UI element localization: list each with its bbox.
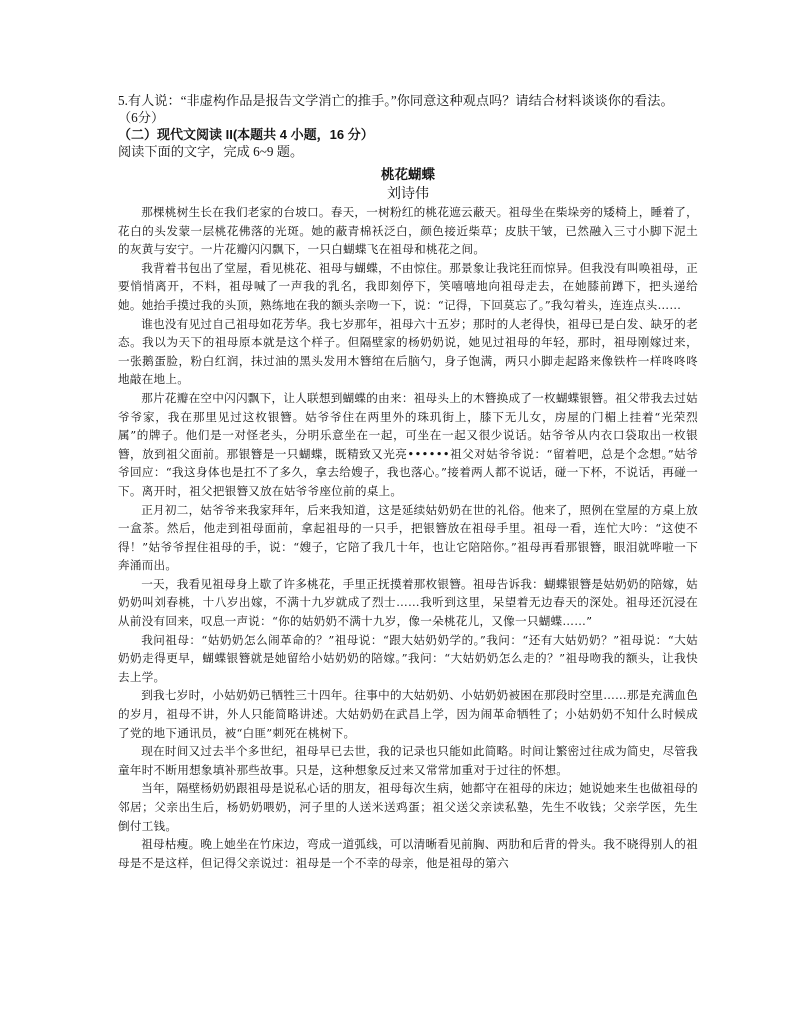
article-paragraph: 我背着书包出了堂屋，看见桃花、祖母与蝴蝶，不由惊住。那景象让我诧狂而惊异。但我没有叫唤祖母，正要悄悄离开，不料，祖母喊了一声我的乳名，我即刻停下，笑嘻嘻地向祖母走去，在她膝前蹲下，把头递给她。她抬手摸过我的头顶，熟练地在我的额头亲吻一下，说：“记得，下回莫忘了。”我勾着头，连连点头…… [118, 260, 698, 312]
question-5 [118, 92, 698, 126]
question-5-line-1: 5.有人说：“非虚构作品是报告文学消亡的推手。”你同意这种观点吗？请结合材料谈谈你的看法。 [118, 93, 674, 108]
question-5-line-2: （6分） [118, 110, 165, 125]
section-heading: （二）现代文阅读 II(本题共 4 小题，16 分） [118, 127, 374, 142]
article-paragraph: 我问祖母：“姑奶奶怎么闹革命的？”祖母说：“跟大姑奶奶学的。”我问：“还有大姑奶奶？”祖母说：“大姑奶奶走得更早，蝴蝶银簪就是她留给小姑奶奶的陪嫁。”我问：“大姑奶奶怎么走的？”祖母吻我的额头，让我快去上学。 [118, 632, 698, 684]
article-paragraph: 祖母枯瘦。晚上她坐在竹床边，弯成一道弧线，可以清晰看见前胸、两肋和后背的骨头。我不晓得别人的祖母是不是这样，但记得父亲说过：祖母是一个不幸的母亲，他是祖母的第六 [118, 837, 698, 870]
reading-instruction: 阅读下面的文字，完成 6~9 题。 [118, 144, 304, 159]
article-paragraph: 那棵桃树生长在我们老家的台坡口。春天，一树粉红的桃花遮云蔽天。祖母坐在柴垛旁的矮椅上，睡着了，花白的头发蒙一层桃花佛落的光斑。她的蔽青棉袄泛白，颜色接近柴草；皮肤干皱，已然融入三寸小脚下泥土的灰黄与安宁。一片花瓣闪闪飘下，一只白蝴蝶飞在祖母和桃花之间。 [118, 205, 698, 257]
article-paragraph: 正月初二，姑爷爷来我家拜年，后来我知道，这是延续姑奶奶在世的礼俗。他来了，照例在堂屋的方桌上放一盒茶。然后，他走到祖母面前，拿起祖母的一只手，把银簪放在祖母手里。祖母一看，连忙大吟：“这使不得！”姑爷爷捏住祖母的手，说：“嫂子，它陪了我几十年，也让它陪陪你。”祖母再看那银簪，眼泪就哗啦一下奔涌而出。 [118, 502, 698, 573]
article-title: 桃花蝴蝶 [381, 167, 435, 182]
article-paragraph: 一天，我看见祖母身上歇了许多桃花，手里正抚摸着那枚银簪。祖母告诉我：蝴蝶银簪是姑奶奶的陪嫁，姑奶奶叫刘春桃，十八岁出嫁，不满十九岁就成了烈士……我听到这里，呆望着无边春天的深处。祖母还沉浸在从前没有回来，叹息一声说：“你的姑奶奶不满十九岁，像一朵桃花儿，又像一只蝴蝶……” [118, 576, 698, 629]
article-paragraph: 那片花瓣在空中闪闪飘下，让人联想到蝴蝶的由来：祖母头上的木簪换成了一枚蝴蝶银簪。祖父带我去过姑爷爷家，我在那里见过这枚银簪。姑爷爷住在两里外的珠玑街上，膝下无儿女，房屋的门楣上挂着“光荣烈属”的牌子。他们是一对怪老头，分明乐意坐在一起，可坐在一起又很少说话。姑爷爷从内衣口袋取出一枚银簪，放到祖父面前。那银簪是一只蝴蝶，既精致又光亮••••••祖父对姑爷爷说：“留着吧，总是个念想。”姑爷爷回应：“我这身体也是扛不了多久，拿去给嫂子，我也落心。”接着两人都不说话，碰一下杯，不说话，再碰一下。离开时，祖父把银簪又放在姑爷爷座位前的桌上。 [118, 390, 698, 498]
article-paragraph: 当年，隔壁杨奶奶跟祖母是说私心话的朋友，祖母每次生病，她都守在祖母的床边；她说她来生也做祖母的邻居；父亲出生后，杨奶奶喂奶，河子里的人送米送鸡蛋；祖父送父亲读私塾，先生不收钱；父亲学医，先生倒付工钱。 [118, 781, 698, 833]
article-paragraph: 到我七岁时，小姑奶奶已牺牲三十四年。往事中的大姑奶奶、小姑奶奶被困在那段时空里……那是充满血色的岁月，祖母不讲，外人只能简略讲述。大姑奶奶在武昌上学，因为闹革命牺牲了；小姑奶奶不知什么时候成了党的地下通讯员，被“白匪”刺死在桃树下。 [118, 688, 698, 740]
article-paragraph: 现在时间又过去半个多世纪，祖母早已去世，我的记录也只能如此简略。时间让繁密过往成为简史，尽管我童年时不断用想象填补那些故事。只是，这种想象反过来又常常加重对于过往的怀想。 [118, 744, 698, 777]
article-paragraph: 谁也没有见过自己祖母如花芳华。我七岁那年，祖母六十五岁；那时的人老得快，祖母已是白发、缺牙的老态。我以为天下的祖母原本就是这个样子。但隔壁家的杨奶奶说，她见过祖母的年轻，那时，祖母刚嫁过来，一张鹅蛋脸，粉白红润，抹过油的黑头发用木簪绾在后脑勺，身子饱满，两只小脚走起路来像铁杵一样咚咚咚地敲在地上。 [118, 316, 698, 387]
article-author: 刘诗伟 [387, 185, 429, 201]
